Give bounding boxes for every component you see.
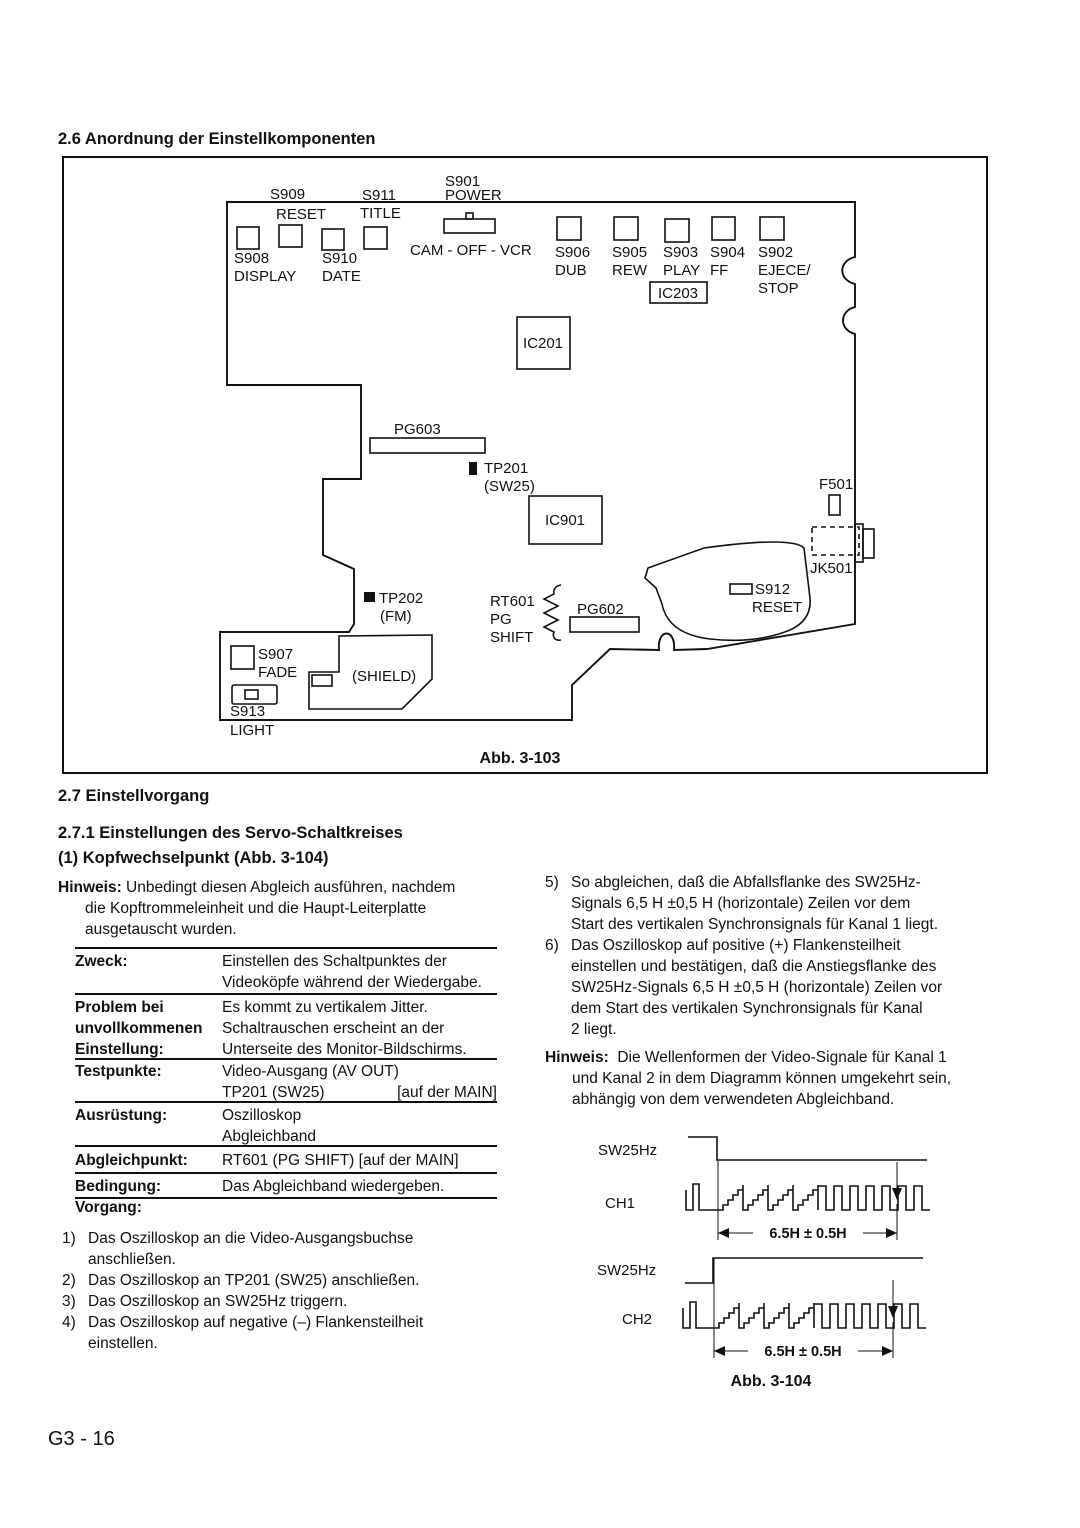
switch-s911-square — [364, 227, 387, 249]
table-row-zweck: Zweck: Einstellen des Schaltpunktes der Videoköpfe während der Wiedergabe. — [75, 947, 497, 993]
label-rt601: RT601 — [490, 593, 535, 610]
procedure-steps-left — [62, 1228, 423, 1354]
ch1-trace — [686, 1184, 930, 1210]
label-s904-ff: FF — [710, 262, 729, 279]
label-s913-light: LIGHT — [230, 722, 275, 739]
label-s901-power: POWER — [445, 187, 502, 204]
label-s912-reset: RESET — [752, 599, 803, 616]
label-s901: S901 — [445, 173, 481, 190]
label-s910-date: DATE — [322, 268, 361, 285]
label-s903-play: PLAY — [663, 262, 701, 279]
ch1-marker-arrowhead — [892, 1188, 902, 1200]
table-note-main: [auf der MAIN] — [397, 1084, 497, 1101]
label-s909: S909 — [270, 186, 306, 203]
section-2-7-1-heading: 2.7.1 Einstellungen des Servo-Schaltkreises — [58, 824, 403, 842]
tp202-testpoint — [364, 592, 375, 602]
label-s908: S908 — [234, 250, 270, 267]
hinweis-2-label: Hinweis: — [545, 1049, 609, 1066]
ch2-marker-arrowhead — [888, 1306, 898, 1318]
hinweis-2-line: Hinweis: Die Wellenformen der Video-Signale für Kanal 1 — [545, 1049, 947, 1066]
label-jk501: JK501 — [810, 560, 853, 577]
step-6: 6) Das Oszilloskop auf positive (+) Flankensteilheit einstellen und bestätigen, daß die Anstiegsflanke des SW25Hz-Signals 6,5 H ±0,5 H (horizontale) Zeilen vor dem Start des vertikalen Synchronsignals für Kanal 2 liegt. — [545, 937, 943, 1038]
s913-switch-knob — [245, 690, 258, 699]
rt601-trimmer-symbol — [544, 585, 561, 640]
hinweis-2 — [545, 1047, 951, 1110]
step-2: 2) Das Oszilloskop an TP201 (SW25) anschließen. — [62, 1272, 420, 1289]
label-s911-title: TITLE — [360, 205, 401, 222]
dim1-arrow-left — [718, 1228, 729, 1238]
waveform-diagram — [560, 1120, 1040, 1400]
s913-switch-body — [232, 685, 277, 704]
hinweis-1 — [58, 877, 455, 940]
hinweis-1-line: die Kopftrommeleinheit und die Haupt-Leiterplatte — [85, 900, 427, 917]
table-row-bedingung: Bedingung: Das Abgleichband wiedergeben. — [75, 1172, 497, 1197]
shield-tab — [312, 675, 332, 686]
switch-s904-square — [712, 217, 735, 240]
hinweis-1-label: Hinweis: — [58, 879, 122, 896]
dim2-label: 6.5H ± 0.5H — [764, 1344, 842, 1360]
label-s911: S911 — [362, 187, 396, 204]
label-ch2: CH2 — [622, 1311, 653, 1328]
switch-s905-square — [614, 217, 638, 240]
switch-s907-square — [231, 646, 254, 669]
tp201-testpoint — [469, 462, 477, 475]
hinweis-2-line: und Kanal 2 in dem Diagramm können umgekehrt sein, — [572, 1070, 952, 1087]
power-switch-knob — [466, 213, 473, 219]
s912-switch — [730, 584, 752, 594]
dim1-arrow-right — [886, 1228, 897, 1238]
label-s908-display: DISPLAY — [234, 268, 297, 285]
switch-s906-square — [557, 217, 581, 240]
pg603-connector — [370, 438, 485, 453]
label-s913: S913 — [230, 703, 266, 720]
step-1: 1) Das Oszilloskop an die Video-Ausgangsbuchse anschließen. — [62, 1230, 414, 1268]
sw25hz-upper-trace — [688, 1137, 927, 1160]
label-pg603: PG603 — [394, 421, 441, 438]
switch-s910-square — [322, 229, 344, 250]
waveform-figure — [560, 1120, 1040, 1405]
label-s903: S903 — [663, 244, 699, 261]
jk501-plug-outer — [863, 529, 874, 558]
switch-s903-square — [665, 219, 689, 242]
label-s910: S910 — [322, 250, 358, 267]
label-sw25hz-upper: SW25Hz — [598, 1142, 658, 1159]
table-row-testpunkte: Testpunkte: Video-Ausgang (AV OUT) TP201 (SW25) [auf der MAIN] — [75, 1058, 497, 1101]
section-2-7-heading: 2.7 Einstellvorgang — [58, 787, 210, 805]
label-ic901: IC901 — [544, 512, 586, 529]
switch-s908-square — [237, 227, 259, 249]
vorgang-heading: Vorgang: — [75, 1199, 142, 1216]
step-5: 5) So abgleichen, daß die Abfallsflanke des SW25Hz- Signals 6,5 H ±0,5 H (horizontale) Zeilen vor dem Start des vertikalen Synchronsignals für Kanal 1 liegt. — [545, 874, 939, 933]
label-s907-fade: FADE — [258, 664, 298, 681]
figure-caption-3-104: Abb. 3-104 — [730, 1373, 812, 1390]
label-s902: S902 — [758, 244, 794, 261]
label-s906-dub: DUB — [555, 262, 587, 279]
label-tp202-fm: (FM) — [380, 608, 412, 625]
label-ch1: CH1 — [605, 1195, 636, 1212]
dim1-label: 6.5H ± 0.5H — [769, 1226, 847, 1242]
label-s905-rew: REW — [612, 262, 647, 279]
hinweis-2-line: abhängig von dem verwendeten Abgleichband. — [572, 1091, 895, 1108]
pg602-connector — [570, 617, 639, 632]
switch-s909-square — [279, 225, 302, 247]
section-2-6-heading: 2.6 Anordnung der Einstellkomponenten — [58, 130, 376, 148]
label-s902-stop: STOP — [758, 280, 799, 297]
sw25hz-lower-trace — [685, 1258, 923, 1283]
label-ic201: IC201 — [522, 335, 564, 352]
item-1-heading: (1) Kopfwechselpunkt (Abb. 3-104) — [58, 849, 329, 867]
label-ic203: IC203 — [657, 285, 699, 302]
label-rt601-pg: PG — [490, 611, 512, 628]
label-s912: S912 — [755, 581, 791, 598]
ch2-trace — [683, 1302, 926, 1328]
table-row-ausruestung: Ausrüstung: Oszilloskop Abgleichband — [75, 1101, 497, 1145]
hinweis-1-line: Hinweis: Unbedingt diesen Abgleich ausführen, nachdem — [58, 879, 456, 896]
label-rt601-shift: SHIFT — [490, 629, 534, 646]
board-diagram — [64, 158, 985, 771]
label-tp201: TP201 — [484, 460, 529, 477]
dim2-arrow-right — [882, 1346, 893, 1356]
f501-fuse — [829, 495, 840, 515]
table-row-abgleichpunkt: Abgleichpunkt: RT601 (PG SHIFT) [auf der MAIN] — [75, 1145, 497, 1172]
label-tp202: TP202 — [379, 590, 424, 607]
jk501-jack-outline — [812, 527, 859, 555]
board-figure-frame — [62, 156, 988, 774]
label-s902-ejece: EJECE/ — [758, 262, 811, 279]
label-cam-off-vcr: CAM - OFF - VCR — [410, 242, 532, 259]
label-tp201-sw25: (SW25) — [484, 478, 535, 495]
adjustment-table — [75, 947, 497, 1199]
label-f501: F501 — [819, 476, 854, 493]
label-s904: S904 — [710, 244, 746, 261]
label-shield: (SHIELD) — [352, 668, 417, 685]
label-s907: S907 — [258, 646, 294, 663]
label-s905: S905 — [612, 244, 648, 261]
dim2-arrow-left — [714, 1346, 725, 1356]
step-3: 3) Das Oszilloskop an SW25Hz triggern. — [62, 1293, 348, 1310]
label-pg602: PG602 — [577, 601, 624, 618]
step-4: 4) Das Oszilloskop auf negative (–) Flankensteilheit einstellen. — [62, 1314, 424, 1352]
page-number: G3 - 16 — [48, 1428, 115, 1450]
hinweis-1-line: ausgetauscht wurden. — [85, 921, 237, 938]
table-row-problem: Problem bei unvollkommenen Einstellung: Es kommt zu vertikalem Jitter. Schaltrauschen erscheint an der Unterseite des Monitor-Bildschirms. — [75, 993, 497, 1058]
power-switch-body — [444, 219, 495, 233]
label-s906: S906 — [555, 244, 591, 261]
label-s909-reset: RESET — [276, 206, 327, 223]
switch-s902-square — [760, 217, 784, 240]
label-sw25hz-lower: SW25Hz — [597, 1262, 657, 1279]
figure-caption-3-103: Abb. 3-103 — [479, 750, 561, 767]
procedure-steps-right — [545, 872, 951, 1110]
